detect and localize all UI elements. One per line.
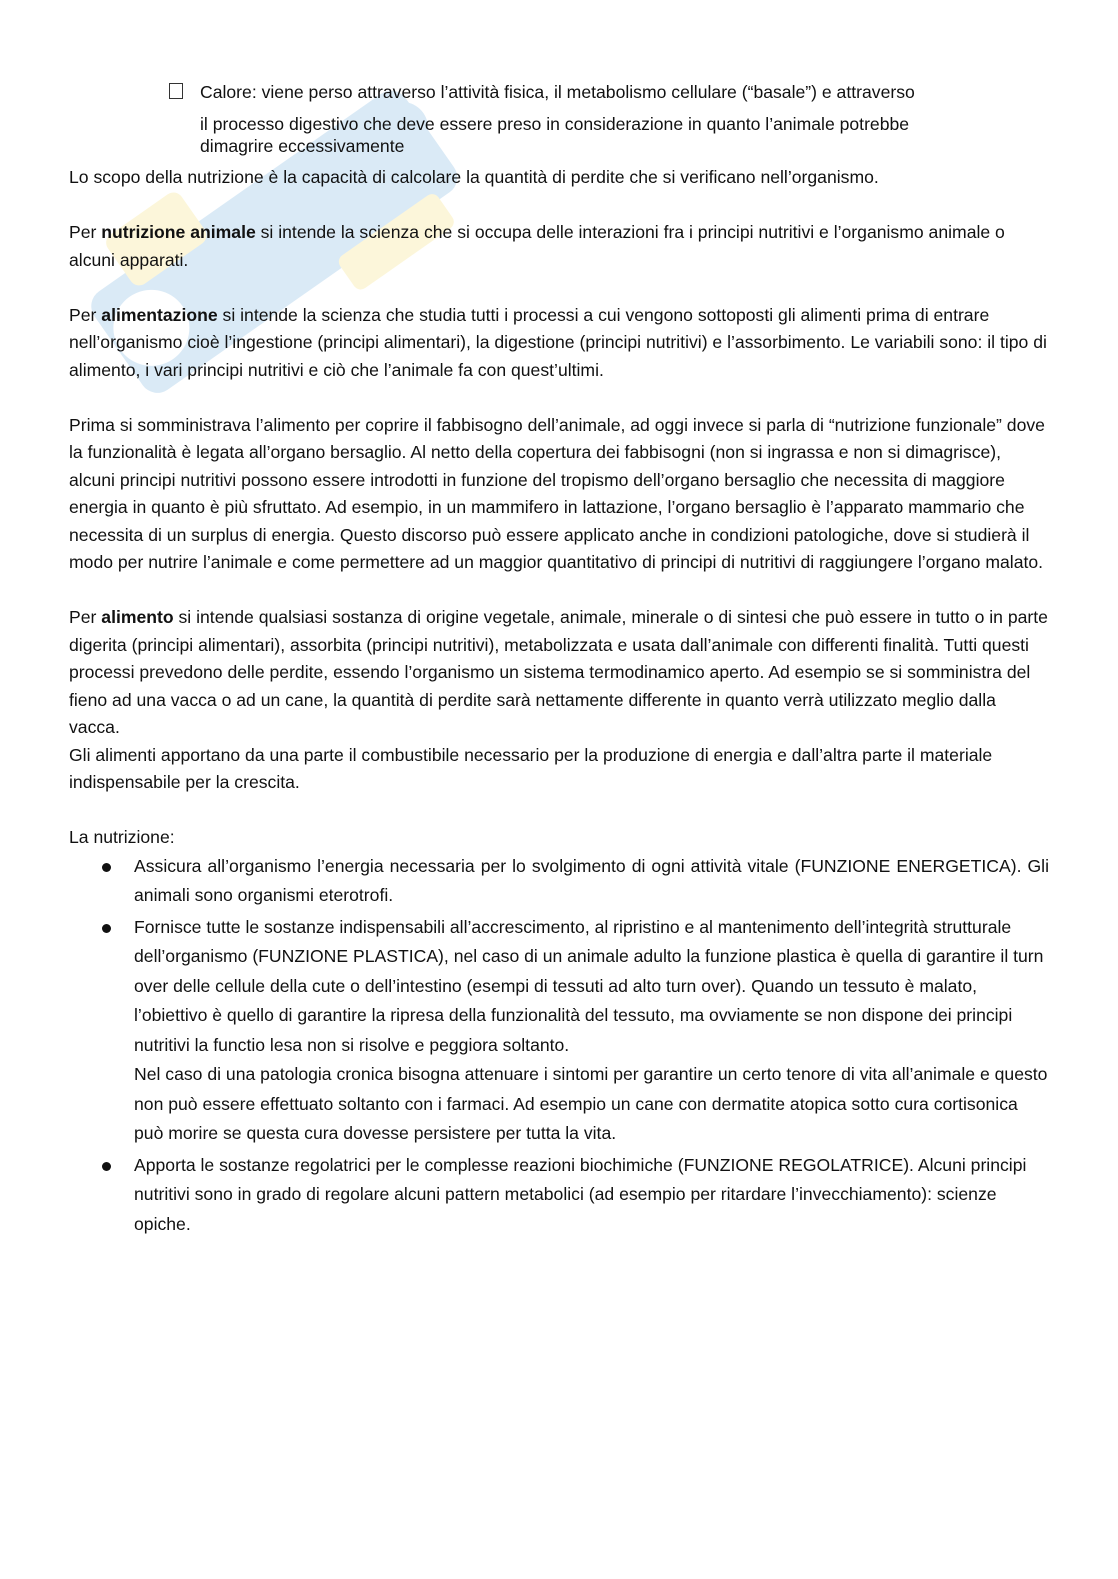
bullet-icon xyxy=(102,863,111,872)
bullet-icon xyxy=(102,1162,111,1171)
nutrizione-animale-prefix: Per xyxy=(69,222,102,242)
alimentazione-prefix: Per xyxy=(69,304,102,325)
alimento-text: si intende qualsiasi sostanza di origine vegetale, animale, minerale o di sintesi che può essere in tutto o in parte digerita (principi alimentari), assorbita (principi nutritivi), metabolizzata e usata dall’animale con differenti finalità. Tutti questi processi prevedono delle perdite, essendo l’organismo un sistema termodinamico aperto. Ad esempio se si somministra del fieno ad una vacca o ad un cane, la quantità di perdite sarà nettamente differente in quanto verrà utilizzato meglio dalla vacca. xyxy=(69,607,1048,737)
list-item xyxy=(69,1151,1049,1240)
list-item xyxy=(69,913,1049,1149)
missing-glyph-bullet-icon xyxy=(169,83,183,99)
bullet-extra-text: Nel caso di una patologia cronica bisogna attenuare i sintomi per garantire un certo tenore di vita all’animale e questo non può essere effettuato soltanto con i farmaci. Ad esempio un cane con dermatite atopica sotto cura cortisonica può morire se questa cura dovesse persistere per tutta la vita. xyxy=(134,1064,1048,1143)
calore-list-item xyxy=(69,78,1049,160)
nutrizione-animale-term: nutrizione animale xyxy=(101,222,256,242)
bullet-text: Apporta le sostanze regolatrici per le complesse reazioni biochimiche (FUNZIONE REGOLATRICE). Alcuni principi nutritivi sono in grado di regolare alcuni pattern metabolici (ad esempio per ritardare l’invecchiamento): scienze opiche. xyxy=(134,1154,1027,1234)
alimento-paragraph xyxy=(69,604,1049,742)
calore-line-3: dimagrire eccessivamente xyxy=(200,136,405,156)
alimento-prefix: Per xyxy=(69,607,102,627)
calore-line-1: Calore: viene perso attraverso l’attività fisica, il metabolismo cellulare (“basale”) e attraverso xyxy=(200,82,915,102)
list-item xyxy=(69,852,1049,911)
alimentazione-paragraph xyxy=(69,302,1049,385)
bullet-text: Assicura all’organismo l’energia necessaria per lo svolgimento di ogni attività vitale (FUNZIONE ENERGETICA). Gli animali sono organismi eterotrofi. xyxy=(134,855,1049,905)
alimentazione-text: si intende la scienza che studia tutti i processi a cui vengono sottoposti gli alimenti prima di entrare nell’organismo cioè l’ingestione (principi alimentari), la digestione (principi nutritivi) e l’assorbimento. Le variabili sono: il tipo di alimento, i vari principi nutritivi e ciò che l’animale fa con quest’ultimi. xyxy=(69,304,1047,380)
nutrizione-intro: La nutrizione: xyxy=(69,827,175,847)
document-body xyxy=(69,78,1049,1241)
nutrizione-animale-paragraph xyxy=(69,219,1049,274)
alimenti-paragraph: Gli alimenti apportano da una parte il combustibile necessario per la produzione di energia e dall’altra parte il materiale indispensabile per la crescita. xyxy=(69,744,993,792)
alimento-term: alimento xyxy=(101,607,174,627)
bullet-icon xyxy=(102,924,111,933)
alimentazione-term: alimentazione xyxy=(101,304,218,325)
calore-line-2: il processo digestivo che deve essere preso in considerazione in quanto l’animale potrebbe xyxy=(200,114,910,134)
bullet-text: Fornisce tutte le sostanze indispensabili all’accrescimento, al ripristino e al mantenimento dell’integrità strutturale dell’organismo (FUNZIONE PLASTICA), nel caso di un animale adulto la funzione plastica è quella di garantire il turn over delle cellule della cute o dell’intestino (esempi di tessuti ad alto turn over). Quando un tessuto è malato, l’obiettivo è quello di garantire la ripresa della funzionalità del tessuto, ma ovviamente se non dispone dei principi nutritivi la functio lesa non si risolve e peggiora soltanto. xyxy=(134,916,1044,1055)
scopo-paragraph: Lo scopo della nutrizione è la capacità di calcolare la quantità di perdite che si verificano nell’organismo. xyxy=(69,167,879,187)
nutrizione-funzionale-paragraph: Prima si somministrava l’alimento per coprire il fabbisogno dell’animale, ad oggi invece si parla di “nutrizione funzionale” dove la funzionalità è legata all’organo bersaglio. Al netto della copertura dei fabbisogni (non si ingrassa e non si dimagrisce), alcuni principi nutritivi possono essere introdotti in funzione del tropismo dell’organo bersaglio che necessita di maggiore energia in quanto è più sfruttato. Ad esempio, in un mammifero in lattazione, l’organo bersaglio è l’apparato mammario che necessita di un surplus di energia. Questo discorso può essere applicato anche in condizioni patologiche, dove si studierà il modo per nutrire l’animale e come permettere ad un maggior quantitativo di principi di nutritivi di raggiungere l’organo malato. xyxy=(69,414,1045,572)
nutrizione-bullet-list xyxy=(69,852,1049,1240)
nutrizione-animale-text: si intende la scienza che si occupa delle interazioni fra i principi nutritivi e l’organismo animale o alcuni apparati. xyxy=(69,222,1005,270)
